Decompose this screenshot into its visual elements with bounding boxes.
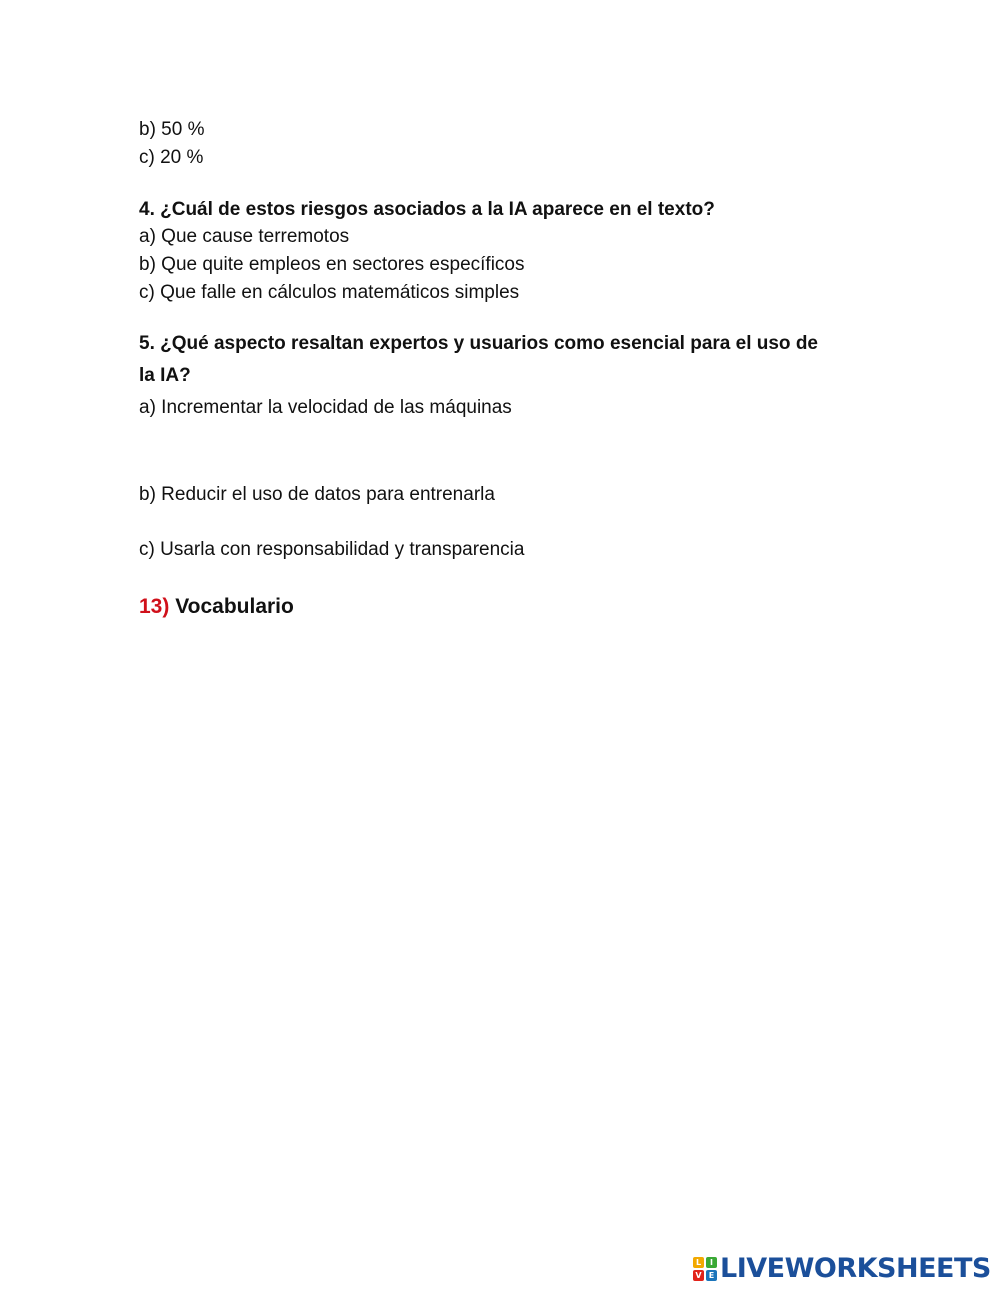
question-4-text: 4. ¿Cuál de estos riesgos asociados a la IA aparece en el texto? (139, 199, 715, 220)
option-c-20-percent: c) 20 % (139, 147, 204, 168)
logo-mark-letter-i: I (706, 1257, 717, 1268)
question-5-text-line-1: 5. ¿Qué aspecto resaltan expertos y usuarios como esencial para el uso de (139, 333, 818, 354)
logo-mark-letter-e: E (706, 1270, 717, 1281)
question-4-option-b: b) Que quite empleos en sectores específicos (139, 254, 525, 275)
question-5-option-c: c) Usarla con responsabilidad y transparencia (139, 539, 525, 560)
question-4-option-a: a) Que cause terremotos (139, 226, 350, 247)
question-4-option-c: c) Que falle en cálculos matemáticos simples (139, 282, 520, 303)
logo-text: LIVEWORKSHEETS (720, 1253, 991, 1284)
section-heading (139, 594, 294, 620)
logo-mark-letter-l: L (693, 1257, 704, 1268)
section-number: 13) (139, 595, 170, 618)
question-5-text-line-2: la IA? (139, 365, 191, 386)
logo-mark-icon (693, 1257, 717, 1281)
logo-mark-letter-v: V (693, 1270, 704, 1281)
question-5-option-b: b) Reducir el uso de datos para entrenarla (139, 484, 495, 505)
option-b-50-percent: b) 50 % (139, 119, 205, 140)
question-5-option-a: a) Incrementar la velocidad de las máquinas (139, 397, 512, 418)
liveworksheets-logo (693, 1254, 991, 1284)
section-title: Vocabulario (175, 595, 294, 618)
